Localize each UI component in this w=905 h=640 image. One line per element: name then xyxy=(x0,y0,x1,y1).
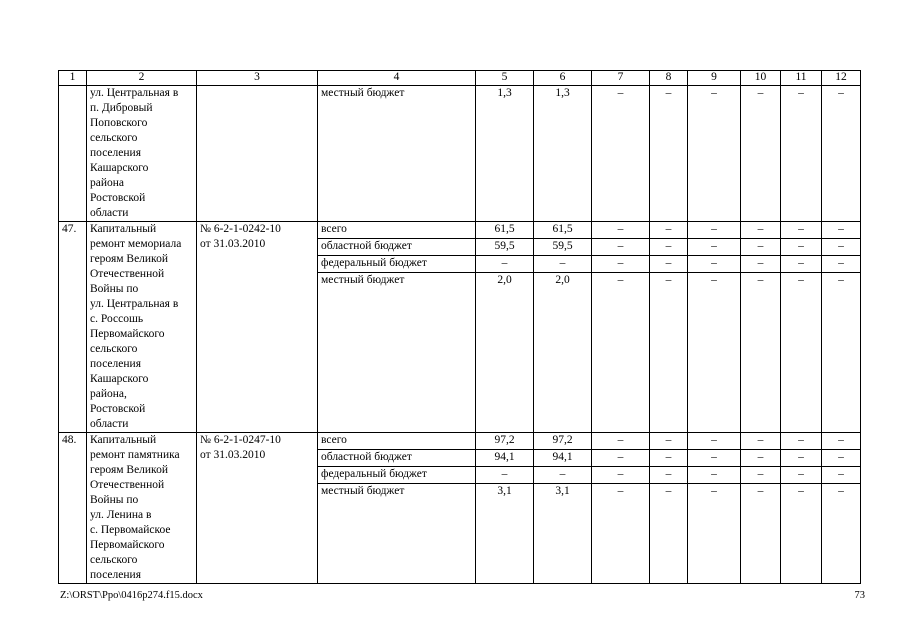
table-row xyxy=(59,222,861,239)
value-dash: – xyxy=(822,239,861,256)
value-dash: – xyxy=(592,450,650,467)
value-dash: – xyxy=(592,86,650,222)
value-dash: – xyxy=(741,273,781,433)
value-col6: 1,3 xyxy=(534,86,592,222)
value-dash: – xyxy=(781,256,822,273)
value-col6: 3,1 xyxy=(534,484,592,584)
value-dash: – xyxy=(650,222,688,239)
value-col5: 59,5 xyxy=(476,239,534,256)
value-dash: – xyxy=(822,86,861,222)
value-col5: 1,3 xyxy=(476,86,534,222)
value-dash: – xyxy=(822,273,861,433)
object-name: Капитальный ремонт мемориала героям Великой Отечественной Войны по ул. Центральная в с. Россошь Первомайского сельского поселения Кашарского района, Ростовской области xyxy=(87,222,197,433)
budget-table xyxy=(58,70,861,584)
value-dash: – xyxy=(688,256,741,273)
col-header: 5 xyxy=(476,71,534,86)
document-ref xyxy=(197,86,318,222)
row-number: 47. xyxy=(59,222,87,433)
value-col5: 94,1 xyxy=(476,450,534,467)
value-dash: – xyxy=(592,484,650,584)
value-col6: – xyxy=(534,467,592,484)
value-col5: 61,5 xyxy=(476,222,534,239)
value-dash: – xyxy=(741,86,781,222)
page-number: 73 xyxy=(854,590,865,601)
table-row xyxy=(59,433,861,450)
value-col6: 94,1 xyxy=(534,450,592,467)
value-dash: – xyxy=(592,433,650,450)
row-number: 48. xyxy=(59,433,87,584)
value-col6: – xyxy=(534,256,592,273)
col-header: 7 xyxy=(592,71,650,86)
funding-source: всего xyxy=(318,433,476,450)
col-header: 2 xyxy=(87,71,197,86)
value-dash: – xyxy=(650,273,688,433)
table-row xyxy=(59,86,861,222)
col-header: 8 xyxy=(650,71,688,86)
funding-source: местный бюджет xyxy=(318,86,476,222)
value-dash: – xyxy=(822,484,861,584)
funding-source: областной бюджет xyxy=(318,239,476,256)
value-dash: – xyxy=(781,433,822,450)
funding-source: местный бюджет xyxy=(318,484,476,584)
value-dash: – xyxy=(650,239,688,256)
value-dash: – xyxy=(688,484,741,584)
value-dash: – xyxy=(688,222,741,239)
value-dash: – xyxy=(650,86,688,222)
funding-source: всего xyxy=(318,222,476,239)
row-number xyxy=(59,86,87,222)
funding-source: областной бюджет xyxy=(318,450,476,467)
value-dash: – xyxy=(592,256,650,273)
funding-source: местный бюджет xyxy=(318,273,476,433)
header-row xyxy=(59,71,861,86)
col-header: 11 xyxy=(781,71,822,86)
col-header: 3 xyxy=(197,71,318,86)
document-ref: № 6-2-1-0247-10 от 31.03.2010 xyxy=(197,433,318,584)
value-dash: – xyxy=(822,467,861,484)
object-name: ул. Центральная в п. Дибровый Поповского сельского поселения Кашарского района Ростовской области xyxy=(87,86,197,222)
value-dash: – xyxy=(741,450,781,467)
value-dash: – xyxy=(688,450,741,467)
value-dash: – xyxy=(592,239,650,256)
object-name: Капитальный ремонт памятника героям Великой Отечественной Войны по ул. Ленина в с. Первомайское Первомайского сельского поселения xyxy=(87,433,197,584)
file-path: Z:\ORST\Ppo\0416p274.f15.docx xyxy=(60,590,203,601)
value-dash: – xyxy=(688,467,741,484)
col-header: 12 xyxy=(822,71,861,86)
value-dash: – xyxy=(650,450,688,467)
value-dash: – xyxy=(781,450,822,467)
value-dash: – xyxy=(781,239,822,256)
value-dash: – xyxy=(650,467,688,484)
value-dash: – xyxy=(781,273,822,433)
value-dash: – xyxy=(781,484,822,584)
col-header: 6 xyxy=(534,71,592,86)
value-dash: – xyxy=(741,433,781,450)
value-col6: 2,0 xyxy=(534,273,592,433)
value-dash: – xyxy=(741,222,781,239)
value-dash: – xyxy=(592,222,650,239)
value-col5: – xyxy=(476,256,534,273)
value-dash: – xyxy=(650,433,688,450)
value-dash: – xyxy=(781,86,822,222)
col-header: 9 xyxy=(688,71,741,86)
funding-source: федеральный бюджет xyxy=(318,467,476,484)
value-dash: – xyxy=(650,256,688,273)
value-dash: – xyxy=(688,239,741,256)
value-col6: 59,5 xyxy=(534,239,592,256)
value-dash: – xyxy=(650,484,688,584)
col-header: 1 xyxy=(59,71,87,86)
value-dash: – xyxy=(741,256,781,273)
value-dash: – xyxy=(688,86,741,222)
value-dash: – xyxy=(688,273,741,433)
value-dash: – xyxy=(822,256,861,273)
value-dash: – xyxy=(741,484,781,584)
funding-source: федеральный бюджет xyxy=(318,256,476,273)
col-header: 10 xyxy=(741,71,781,86)
col-header: 4 xyxy=(318,71,476,86)
value-col5: 97,2 xyxy=(476,433,534,450)
value-dash: – xyxy=(592,273,650,433)
value-dash: – xyxy=(822,450,861,467)
value-dash: – xyxy=(822,222,861,239)
value-dash: – xyxy=(688,433,741,450)
value-dash: – xyxy=(822,433,861,450)
value-col6: 61,5 xyxy=(534,222,592,239)
value-dash: – xyxy=(592,467,650,484)
value-col5: 2,0 xyxy=(476,273,534,433)
value-dash: – xyxy=(741,467,781,484)
value-col5: – xyxy=(476,467,534,484)
value-col5: 3,1 xyxy=(476,484,534,584)
value-dash: – xyxy=(741,239,781,256)
value-col6: 97,2 xyxy=(534,433,592,450)
value-dash: – xyxy=(781,467,822,484)
document-ref: № 6-2-1-0242-10 от 31.03.2010 xyxy=(197,222,318,433)
value-dash: – xyxy=(781,222,822,239)
